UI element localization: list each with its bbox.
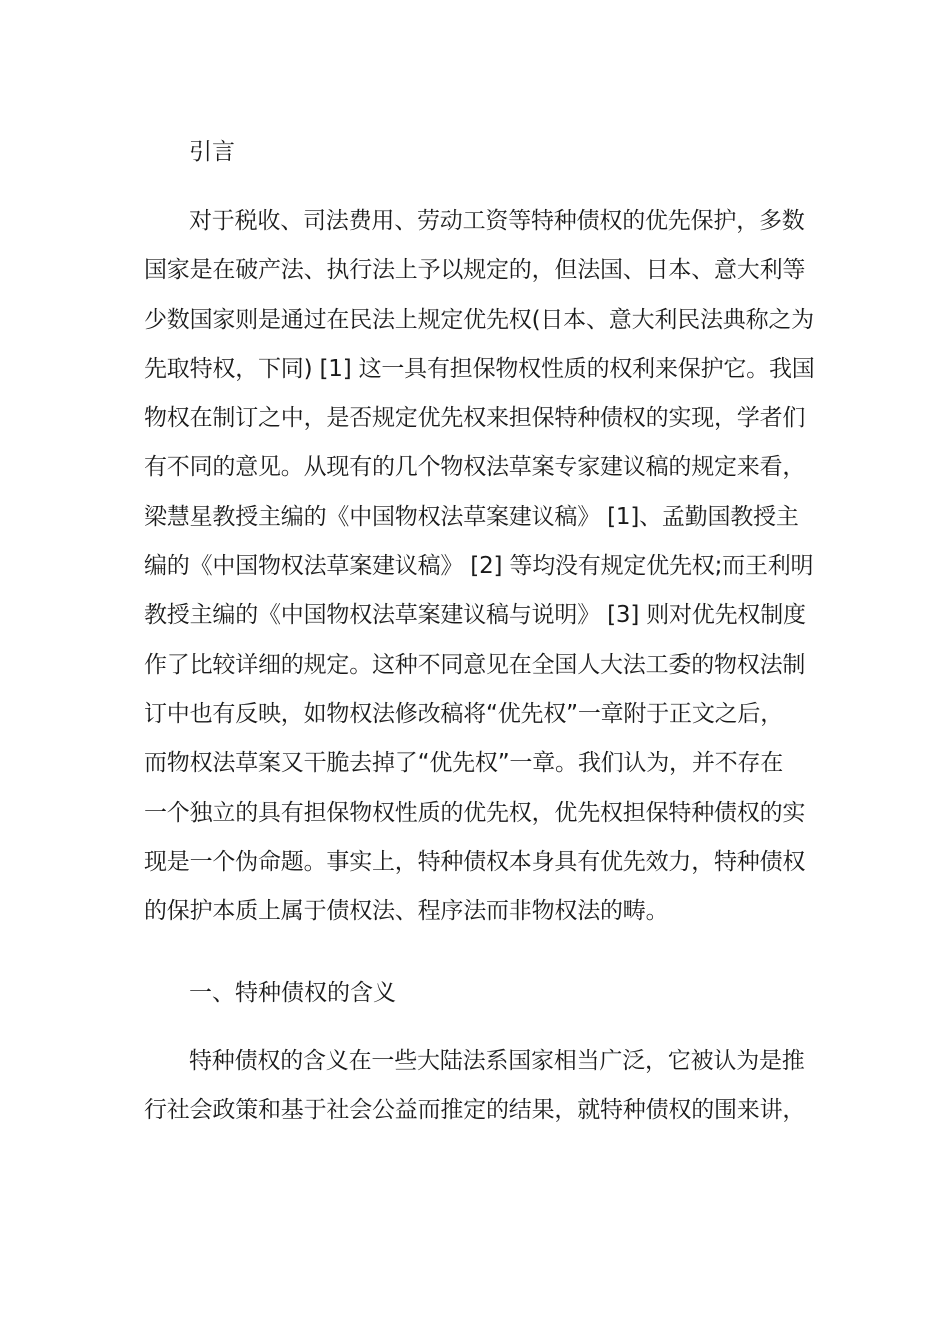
paragraph-line: 教授主编的《中国物权法草案建议稿与说明》 [3] 则对优先权制度 (144, 602, 806, 629)
intro-paragraph (144, 197, 815, 936)
paragraph-line: 编的《中国物权法草案建议稿》 [2] 等均没有规定优先权;而王利明 (144, 553, 814, 580)
paragraph-line: 对于税收、司法费用、劳动工资等特种债权的优先保护，多数 (189, 208, 805, 234)
paragraph-line: 有不同的意见。从现有的几个物权法草案专家建议稿的规定来看， (144, 454, 806, 481)
section-one-paragraph (144, 1037, 809, 1136)
paragraph-line: 特种债权的含义在一些大陆法系国家相当广泛，它被认为是推 (189, 1048, 805, 1074)
paragraph-line: 作了比较详细的规定。这种不同意见在全国人大法工委的物权法制 (144, 651, 806, 678)
paragraph-line: 梁慧星教授主编的《中国物权法草案建议稿》 [1]、孟勤国教授主 (144, 503, 799, 530)
paragraph-line: 少数国家则是通过在民法上规定优先权(日本、意大利民法典称之为 (144, 306, 814, 333)
paragraph-line: 而物权法草案又干脆去掉了“优先权”一章。我们认为，并不存在 (144, 750, 784, 777)
paragraph-line: 的保护本质上属于债权法、程序法而非物权法的畴。 (144, 898, 669, 925)
paragraph-line: 订中也有反映，如物权法修改稿将“优先权”一章附于正文之后， (144, 700, 784, 727)
paragraph-line: 国家是在破产法、执行法上予以规定的，但法国、日本、意大利等 (144, 257, 806, 284)
paragraph-line: 先取特权，下同) [1] 这一具有担保物权性质的权利来保护它。我国 (144, 355, 815, 382)
paragraph-line: 物权在制订之中，是否规定优先权来担保特种债权的实现，学者们 (144, 405, 806, 432)
paragraph-line: 现是一个伪命题。事实上，特种债权本身具有优先效力，特种债权 (144, 848, 806, 875)
section-one-heading: 一、特种债权的含义 (189, 980, 396, 1006)
paragraph-line: 行社会政策和基于社会公益而推定的结果，就特种债权的围来讲， (144, 1097, 806, 1124)
intro-heading: 引言 (189, 139, 235, 165)
paragraph-line: 一个独立的具有担保物权性质的优先权，优先权担保特种债权的实 (144, 799, 806, 826)
